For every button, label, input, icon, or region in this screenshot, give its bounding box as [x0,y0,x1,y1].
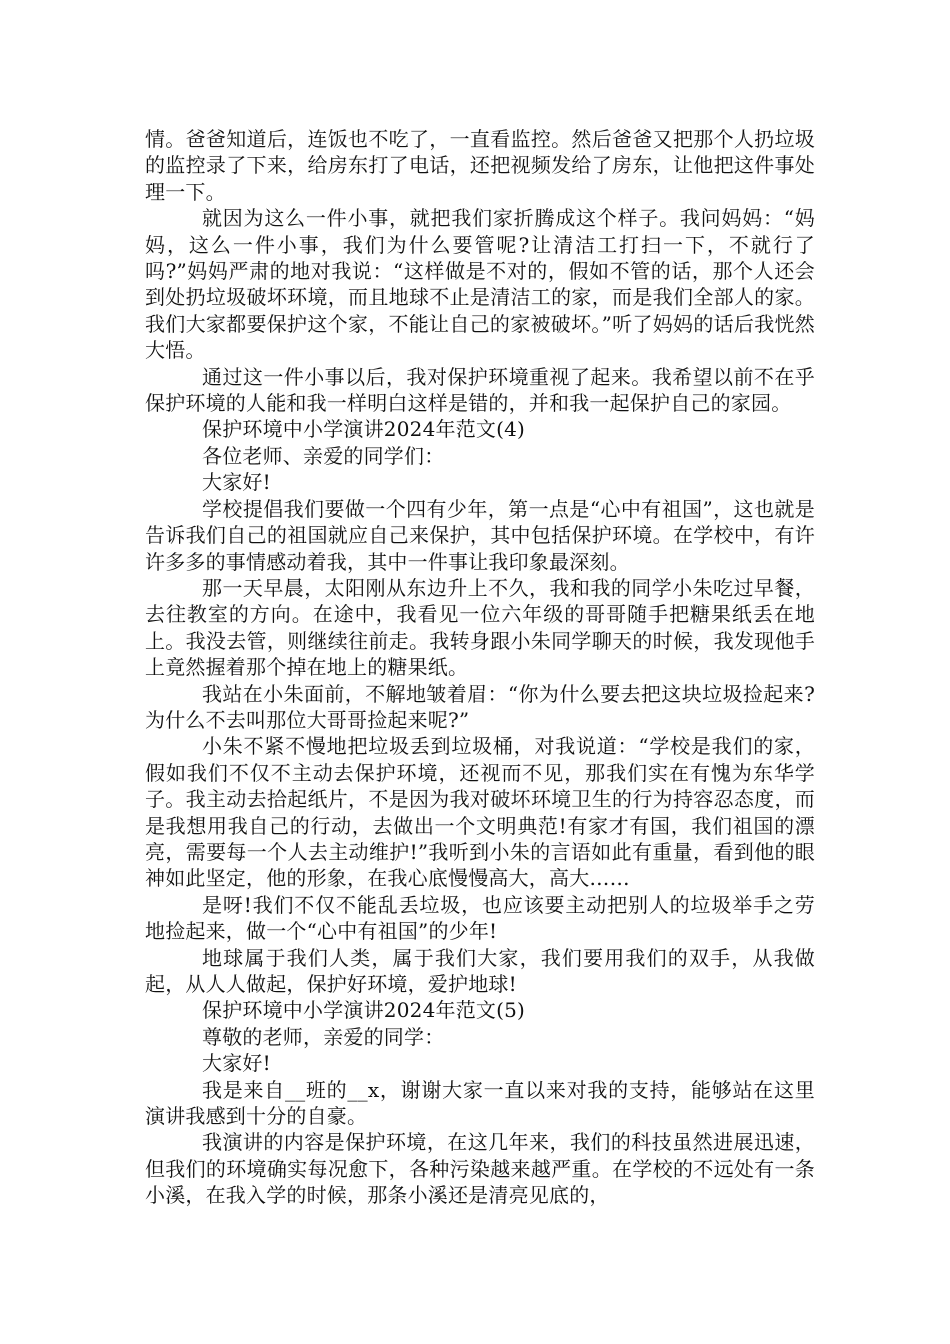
paragraph: 通过这一件小事以后，我对保护环境重视了起来。我希望以前不在乎保护环境的人能和我一样明白这样是错的，并和我一起保护自己的家园。 [145,364,815,416]
paragraph: 是呀!我们不仅不能乱丢垃圾，也应该要主动把别人的垃圾举手之劳地捡起来，做一个“心中有祖国”的少年! [145,892,815,944]
section-heading: 保护环境中小学演讲2024年范文(4) [202,417,526,442]
paragraph: 情。爸爸知道后，连饭也不吃了，一直看监控。然后爸爸又把那个人扔垃圾的监控录了下来，给房东打了电话，还把视频发给了房东，让他把这件事处理一下。 [145,127,815,204]
paragraph: 地球属于我们人类，属于我们大家，我们要用我们的双手，从我做起，从人人做起，保护好环境，爱护地球! [145,945,815,996]
paragraph: 学校提倡我们要做一个四有少年，第一点是“心中有祖国”，这也就是告诉我们自己的祖国就应自己来保护，其中包括保护环境。在学校中，有许许多多的事情感动着我，其中一件事让我印象最深刻。 [145,496,815,574]
salutation: 尊敬的老师，亲爱的同学： [202,1024,445,1049]
paragraph: 那一天早晨，太阳刚从东边升上不久，我和我的同学小朱吃过早餐，去往教室的方向。在途中，我看见一位六年级的哥哥随手把糖果纸丢在地上。我没去管，则继续往前走。我转身跟小朱同学聊天的时候，我发现他手上竟然握着那个掉在地上的糖果纸。 [145,575,815,680]
paragraph: 我演讲的内容是保护环境，在这几年来，我们的科技虽然进展迅速，但我们的环境确实每况愈下，各种污染越来越严重。在学校的不远处有一条小溪，在我入学的时候，那条小溪还是清亮见底的， [145,1130,815,1208]
paragraph: 我是来自__班的__x，谢谢大家一直以来对我的支持，能够站在这里演讲我感到十分的自豪。 [145,1077,815,1129]
greeting: 大家好! [202,1051,271,1076]
salutation: 各位老师、亲爱的同学们： [202,443,445,468]
document-body [145,126,815,1209]
greeting: 大家好! [202,470,271,495]
paragraph: 我站在小朱面前，不解地皱着眉：“你为什么要去把这块垃圾捡起来?为什么不去叫那位大哥哥捡起来呢?” [145,681,815,732]
section-heading: 保护环境中小学演讲2024年范文(5) [202,998,526,1023]
paragraph: 小朱不紧不慢地把垃圾丢到垃圾桶，对我说道：“学校是我们的家，假如我们不仅不主动去保护环境，还视而不见，那我们实在有愧为东华学子。我主动去拾起纸片，不是因为我对破坏环境卫生的行为持容忍态度，而是我想用我自己的行动，去做出一个文明典范!有家才有国，我们祖国的漂亮，需要每一个人去主动维护!”我听到小朱的言语如此有重量，看到他的眼神如此坚定，他的形象，在我心底慢慢高大，高大…… [145,734,815,891]
paragraph: 就因为这么一件小事，就把我们家折腾成这个样子。我问妈妈：“妈妈，这么一件小事，我们为什么要管呢?让清洁工打扫一下，不就行了吗?”妈妈严肃的地对我说：“这样做是不对的，假如不管的话，那个人还会到处扔垃圾破坏环境，而且地球不止是清洁工的家，而是我们全部人的家。我们大家都要保护这个家，不能让自己的家被破坏。”听了妈妈的话后我恍然大悟。 [145,206,815,363]
